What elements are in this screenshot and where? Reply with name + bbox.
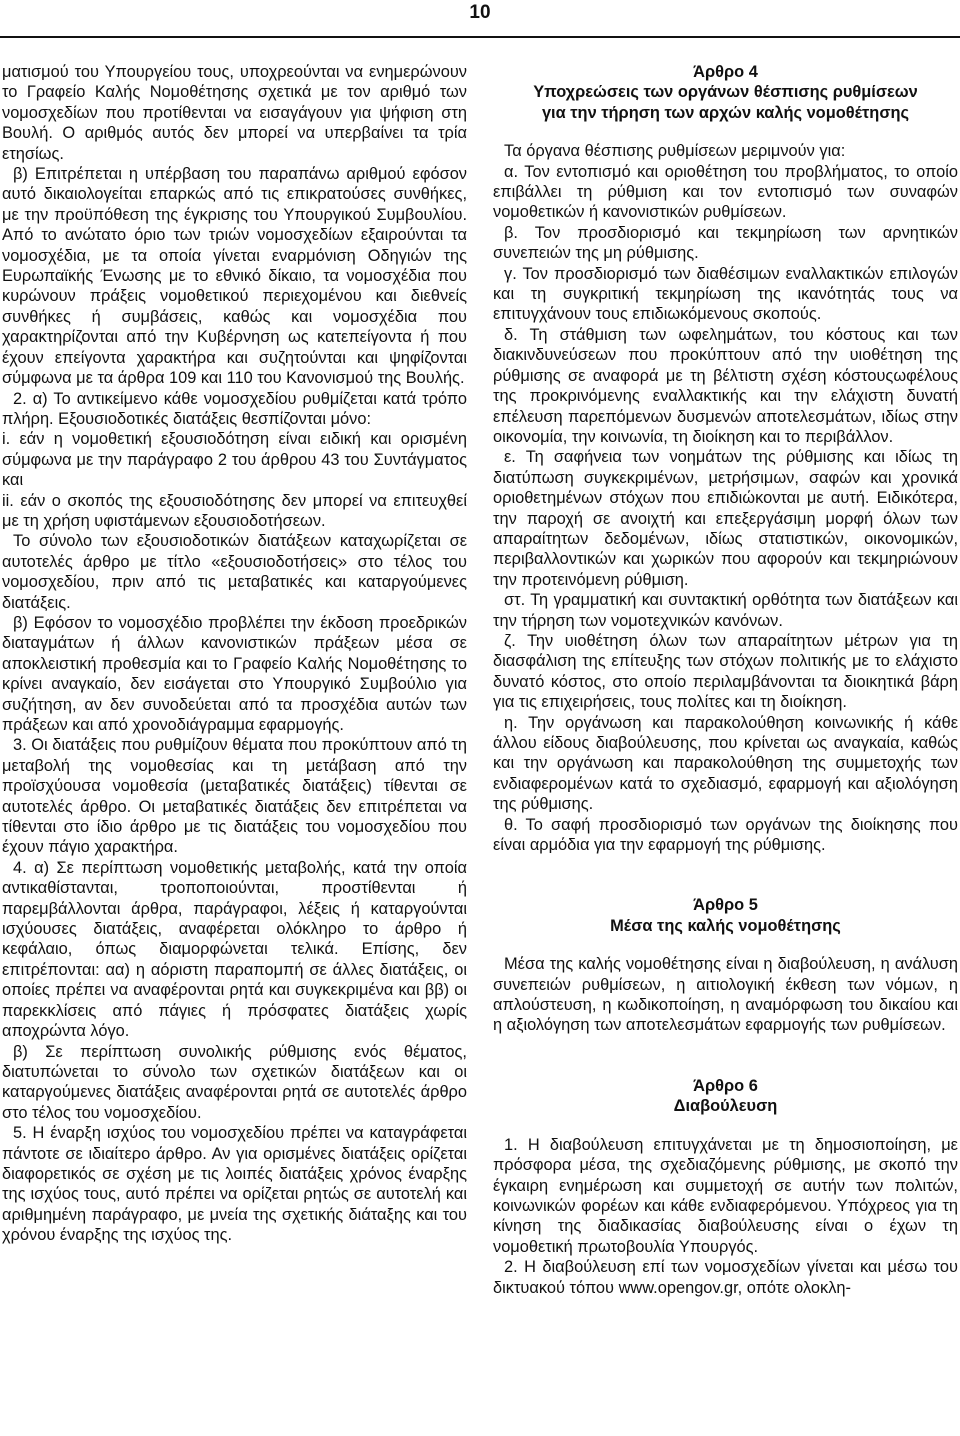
paragraph: ii. εάν ο σκοπός της εξουσιοδότησης δεν μπορεί να επιτευχθεί με τη χρήση υφιστάμενων εξουσιοδοτήσεων. (2, 491, 467, 530)
paragraph: 1. Η διαβούλευση επιτυγχάνεται με τη δημοσιοποίηση, με πρόσφορα μέσα, της σχεδιαζόμενης ρύθμισης, με σκοπό την έγκαιρη ενημέρωση και συμμετοχή σε αυτήν των πολιτών, κοινωνικών φορέων και κάθε ενδιαφερόμενου. Υπόχρεος για τη κίνηση της διαδικασίας διαβούλευσης είναι ο έχων τη νομοθετική πρωτοβουλία Υπουργός. (493, 1135, 958, 1256)
paragraph: 2. Η διαβούλευση επί των νομοσχεδίων γίνεται και μέσω του δικτυακού τόπου www.opengov.gr, οπότε ολοκλη- (493, 1258, 958, 1297)
paragraph: i. εάν η νομοθετική εξουσιοδότηση είναι ειδική και ορισμένη σύμφωνα με την παράγραφο 2 του άρθρου 43 του Συντάγματος και (2, 430, 467, 490)
left-column (2, 62, 467, 1246)
article-5-subtitle: Μέσα της καλής νομοθέτησης (610, 916, 841, 935)
article-5-title: Άρθρο 5 (693, 896, 758, 915)
paragraph: β) Εφόσον το νομοσχέδιο προβλέπει την έκδοση προεδρικών διαταγμάτων ή άλλων κανονιστικών πράξεων μέσα σε αποκλειστική προθεσμία και το Γραφείο Καλής Νομοθέτησης το κρίνει αναγκαίο, δεν εισάγεται στο Υπουργικό Συμβούλιο για συζήτηση, αν δεν συνοδεύεται από τα προσχέδια αυτών των πράξεων και από χρονοδιάγραμμα εφαρμογής. (2, 613, 467, 734)
spacer (493, 1117, 958, 1135)
article-6-title: Άρθρο 6 (693, 1076, 758, 1095)
paragraph: Μέσα της καλής νομοθέτησης είναι η διαβούλευση, η ανάλυση συνεπειών ρυθμίσεων, η αιτιολογική έκθεση των νόμων, η απλούστευση, η κωδικοποίηση, η αναμόρφωση του δικαίου και η αξιολόγηση των αποτελεσμάτων εφαρμογής των ρυθμίσεων. (493, 955, 958, 1035)
paragraph: α. Τον εντοπισμό και οριοθέτηση του προβλήματος, το οποίο επιβάλλει τη ρύθμιση και τον εντοπισμό των συναφών νομοθετικών ή κανονιστικών ρυθμίσεων. (493, 162, 958, 222)
spacer (493, 855, 958, 895)
header-rule (0, 36, 960, 38)
paragraph: 5. Η έναρξη ισχύος του νομοσχεδίου πρέπει να καταγράφεται πάντοτε σε ιδιαίτερο άρθρο. Αν για ορισμένες διατάξεις ορίζεται διαφορετικός σε σχέση με τις λοιπές διατάξεις χρόνος έναρξης της ισχύος τους, αυτό πρέπει να ορίζεται ρητώς σε αυτοτελή και αριθμημένη παράγραφο, με μνεία της σχετικής διάταξης και του χρόνου έναρξης της ισχύος της. (2, 1124, 467, 1245)
spacer (493, 936, 958, 954)
paragraph: Το σύνολο των εξουσιοδοτικών διατάξεων καταχωρίζεται σε αυτοτελές άρθρο με τίτλο «εξουσιοδοτήσεις» στο τέλος του νομοσχεδίου, πριν από τις μεταβατικές και καταργούμενες διατάξεις. (2, 532, 467, 612)
paragraph: η. Την οργάνωση και παρακολούθηση κοινωνικής ή κάθε άλλου είδους διαβούλευσης, που κρίνεται ως αναγκαία, καθώς και την οργάνωση και παρακολούθηση της συμμετοχής των ενδιαφερομένων κατά το σχεδιασμό, εφαρμογή και αξιολόγηση της ρύθμισης. (493, 713, 958, 814)
paragraph: 4. α) Σε περίπτωση νομοθετικής μεταβολής, κατά την οποία αντικαθίστανται, τροποποιούνται, προστίθενται ή παρεμβάλλονται άρθρα, παράγραφοι, λέξεις ή καταργούνται ισχύουσες διατάξεις, αναφέρεται ολόκληρο το άρθρο ή κεφάλαιο, όπως διαμορφώνεται τελικά. Επίσης, δεν επιτρέπονται: αα) η αόριστη παραπομπή σε άλλες διατάξεις, οι οποίες πρέπει να αναφέρονται ρητά και συγκεκριμένα και ββ) οι παρεκκλίσεις από πάγιες ή πρόσφατες διατάξεις χωρίς αποχρώντα λόγο. (2, 858, 467, 1041)
paragraph: στ. Τη γραμματική και συντακτική ορθότητα των διατάξεων και την τήρηση των νομοτεχνικών κανόνων. (493, 591, 958, 630)
article-4-subtitle: Υποχρεώσεις των οργάνων θέσπισης ρυθμίσεων (533, 83, 918, 102)
paragraph: θ. Το σαφή προσδιορισμό των οργάνων της διοίκησης που είναι αρμόδια για την εφαρμογή της ρύθμισης. (493, 815, 958, 855)
spacer (493, 123, 958, 141)
article-4-subtitle: για την τήρηση των αρχών καλής νομοθέτησης (541, 103, 910, 122)
page-number: 10 (469, 2, 491, 23)
paragraph: Τα όργανα θέσπισης ρυθμίσεων μεριμνούν για: (504, 142, 846, 161)
right-column (493, 62, 958, 1298)
paragraph: 2. α) Το αντικείμενο κάθε νομοσχεδίου ρυθμίζεται κατά τρόπο πλήρη. Εξουσιοδοτικές διατάξεις θεσπίζονται μόνο: (2, 389, 467, 428)
paragraph: ζ. Την υιοθέτηση όλων των απαραίτητων μέτρων για τη διασφάλιση της επίτευξης των στόχων πολιτικής με το ελάχιστο δυνατό κόστος, στο οποίο περιλαμβάνονται τα διοικητικά βάρη για τις επιχειρήσεις, τους πολίτες και τη διοίκηση. (493, 631, 958, 712)
paragraph: γ. Τον προσδιορισμό των διαθέσιμων εναλλακτικών επιλογών και τη συγκριτική τεκμηρίωση της ικανότητάς τους να επιτυγχάνουν τους επιδιωκόμενους σκοπούς. (493, 264, 958, 324)
paragraph: ματισμού του Υπουργείου τους, υποχρεούνται να ενημερώνουν το Γραφείο Καλής Νομοθέτησης σχετικά με τον αριθμό των νομοσχεδίων που προτίθενται να εισαγάγουν για ψήφιση στη Βουλή. Ο αριθμός αυτός δεν μπορεί να υπερβαίνει τα τρία ετησίως. (2, 63, 467, 163)
paragraph: δ. Τη στάθμιση των ωφελημάτων, του κόστους και των διακινδυνεύσεων που προκύπτουν από την υιοθέτηση της ρύθμισης σε αναφορά με τη βέλτιστη σχέση κόστουςωφέλους της προκρινόμενης εναλλακτικής και την ελάχιστη δυνατή επέλευση παρεπόμενων δυσμενών αποτελεσμάτων, ιδίως στην οικονομία, την κοινωνία, τη διοίκηση και το περιβάλλον. (493, 325, 958, 446)
paragraph: β) Σε περίπτωση συνολικής ρύθμισης ενός θέματος, διατυπώνεται το σύνολο των σχετικών διατάξεων και οι καταργούμενες διατάξεις αναφέρονται ρητά σε αυτοτελές άρθρο στο τέλος του νομοσχεδίου. (2, 1042, 467, 1122)
paragraph: β) Επιτρέπεται η υπέρβαση του παραπάνω αριθμού εφόσον αυτό δικαιολογείται επαρκώς από τις επικρατούσες συνθήκες, με την προϋπόθεση της έγκρισης του Υπουργικού Συμβουλίου. Από το ανώτατο όριο των τριών νομοσχεδίων εξαιρούνται τα νομοσχέδια, με τα οποία γίνεται εναρμόνιση Οδηγιών της Ευρωπαϊκής Ένωσης με το εθνικό δίκαιο, τα νομοσχέδια που κυρώνουν πράξεις νομοθετικού περιεχομένου και διεθνείς συνθήκες ή συμβάσεις, καθώς και νομοσχέδια που χαρακτηρίζονται από την Κυβέρνηση ως κατεπείγοντα ή που έχουν επείγοντα χαρακτήρα και συζητούνται και ψηφίζονται σύμφωνα με τα άρθρα 109 και 110 του Κανονισμού της Βουλής. (2, 165, 467, 388)
paragraph: ε. Τη σαφήνεια των νοημάτων της ρύθμισης και ιδίως τη διατύπωση συγκεκριμένων, μετρήσιμων, σαφών και χρονικά οριοθετημένων στόχων που επιδιώκονται με αυτή. Ειδικότερα, την παροχή σε ανοιχτή και επεξεργάσιμη μορφή όλων των απαραίτητων δεδομένων, ιδίως στατιστικών, οικονομικών, περιβαλλοντικών και χωρικών που αφορούν και τεκμηριώνουν την προτεινόμενη ρύθμιση. (493, 448, 958, 589)
article-6-subtitle: Διαβούλευση (673, 1097, 778, 1116)
paragraph: β. Τον προσδιορισμό και τεκμηρίωση των αρνητικών συνεπειών της μη ρύθμισης. (493, 223, 958, 263)
article-4-title: Άρθρο 4 (693, 63, 758, 81)
spacer (493, 1036, 958, 1076)
paragraph: 3. Οι διατάξεις που ρυθμίζουν θέματα που προκύπτουν από τη μεταβολή της νομοθεσίας και τη μετάβαση από την προϊσχύουσα νομοθεσία (μεταβατικές διατάξεις) τίθενται σε αυτοτελές άρθρο. Οι μεταβατικές διατάξεις δεν επιτρέπεται να τίθενται στο ίδιο άρθρο με τις διατάξεις του νομοσχεδίου που έχουν πάγιο χαρακτήρα. (2, 736, 467, 857)
